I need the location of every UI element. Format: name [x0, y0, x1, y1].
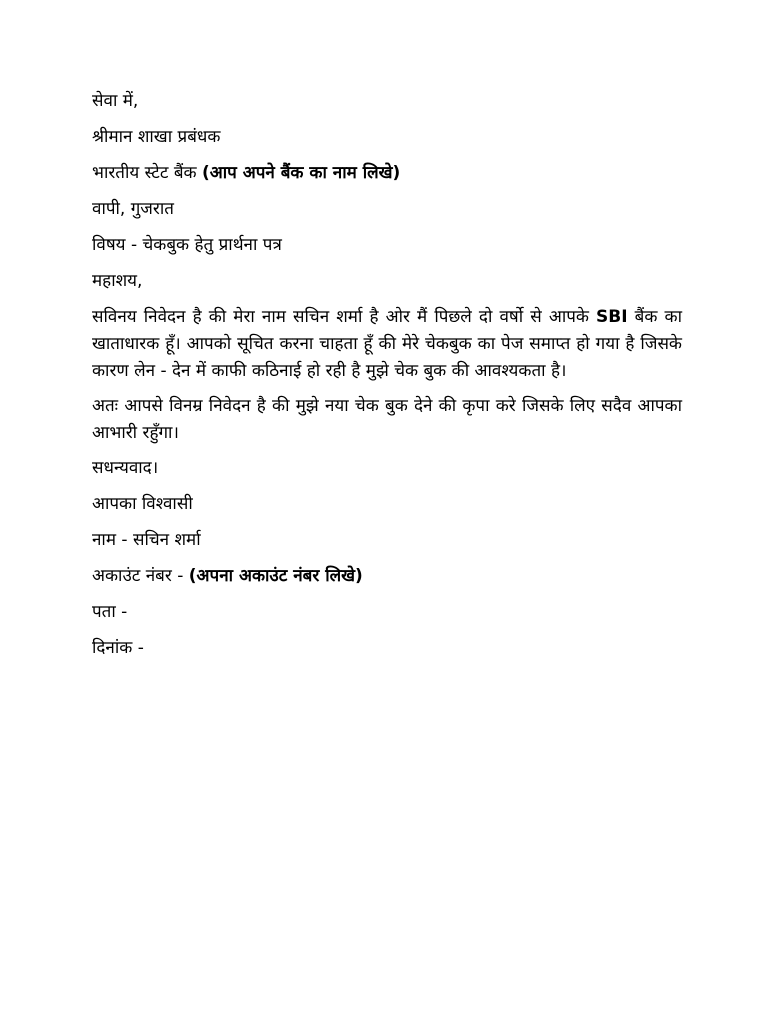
name-line: नाम - सचिन शर्मा: [92, 530, 201, 550]
bank-name: भारतीय स्टेट बैंक: [92, 163, 197, 183]
body-para1-part2: बैंक का खाताधारक हूँ। आपको सूचित करना चाहता हूँ की मेरे चेकबुक का पेज समाप्त हो गया है जिसके कारण लेन - देन में काफी कठिनाई हो रही है मुझे चेक बुक की आवश्यकता है।: [92, 307, 682, 381]
recipient-title: श्रीमान शाखा प्रबंधक: [92, 127, 221, 147]
thanks-line: सधन्यवाद।: [92, 458, 159, 478]
address-line: पता -: [92, 602, 128, 622]
closing-line: आपका विश्वासी: [92, 494, 193, 514]
date-line: दिनांक -: [92, 638, 144, 658]
greeting: महाशय,: [92, 271, 143, 291]
account-label: अकाउंट नंबर -: [92, 566, 184, 586]
subject-line: विषय - चेकबुक हेतु प्रार्थना पत्र: [92, 235, 282, 255]
salutation-to: सेवा में,: [92, 91, 139, 111]
bank-note: (आप अपने बैंक का नाम लिखे): [202, 163, 401, 183]
account-note: (अपना अकाउंट नंबर लिखे): [188, 566, 363, 586]
bank-line: [92, 160, 682, 186]
body-paragraph-1: [92, 304, 682, 385]
body-para1-part1: सविनय निवेदन है की मेरा नाम सचिन शर्मा है ओर मैं पिछले दो वर्षो से आपके: [92, 307, 589, 327]
bank-abbreviation: SBI: [596, 307, 628, 327]
letter-body: [92, 88, 682, 671]
location: वापी, गुजरात: [92, 199, 174, 219]
body-paragraph-2: अतः आपसे विनम्र निवेदन है की मुझे नया चेक बुक देने की कृपा करे जिसके लिए सदैव आपका आभारी रहुँगा।: [92, 396, 682, 443]
account-line: [92, 563, 682, 589]
